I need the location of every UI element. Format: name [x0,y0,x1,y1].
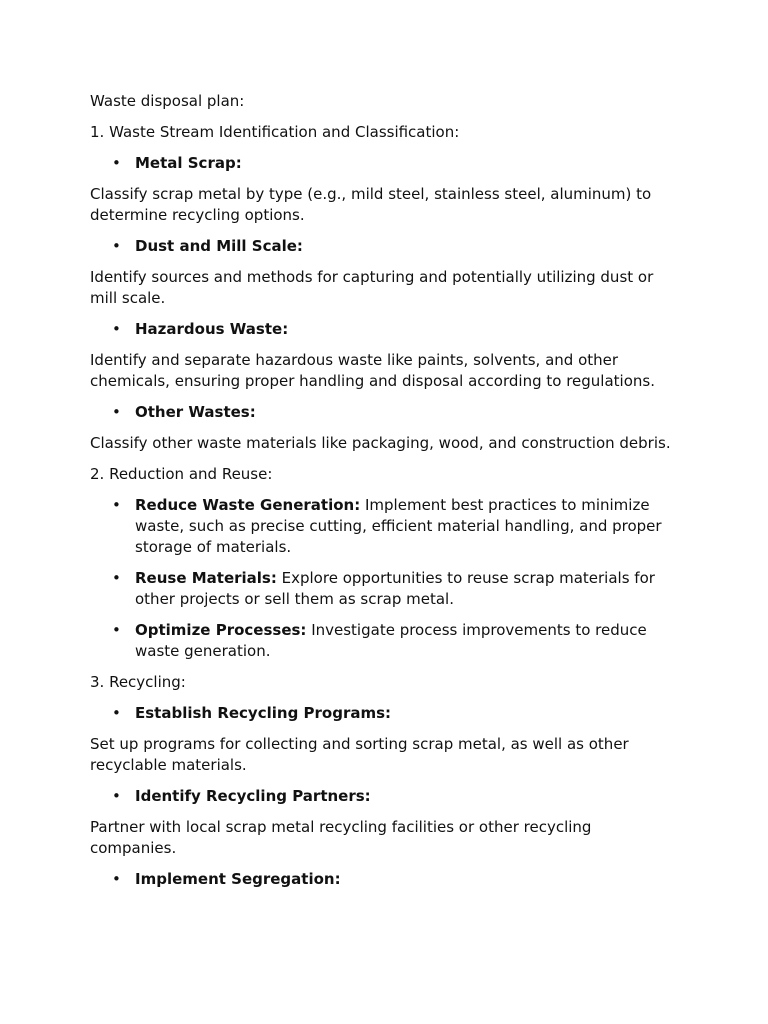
bullet-list [90,786,680,807]
section-heading-1: 1. Waste Stream Identification and Classification: [90,123,460,141]
item-description: Classify scrap metal by type (e.g., mild steel, stainless steel, aluminum) to determine recycling options. [90,185,652,224]
bullet-list [90,236,680,257]
bullet-list [90,402,680,423]
bullet-item [90,703,680,724]
bullet-label: Metal Scrap: [135,154,242,172]
bullet-icon: • [112,621,121,639]
bullet-icon: • [112,320,121,338]
bullet-list [90,703,680,724]
bullet-label: Implement Segregation: [135,870,341,888]
bullet-item [90,495,680,558]
bullet-item [90,786,680,807]
bullet-item [90,568,680,610]
item-description: Classify other waste materials like packaging, wood, and construction debris. [90,434,671,452]
bullet-label: Reuse Materials: [135,569,277,587]
bullet-label: Hazardous Waste: [135,320,289,338]
bullet-item [90,236,680,257]
section-heading-2: 2. Reduction and Reuse: [90,465,273,483]
bullet-icon: • [112,787,121,805]
bullet-icon: • [112,704,121,722]
bullet-label: Optimize Processes: [135,621,307,639]
bullet-item [90,620,680,662]
bullet-label: Dust and Mill Scale: [135,237,303,255]
bullet-label: Reduce Waste Generation: [135,496,361,514]
bullet-label: Other Wastes: [135,403,256,421]
bullet-item [90,869,680,890]
bullet-icon: • [112,870,121,888]
item-description: Set up programs for collecting and sorting scrap metal, as well as other recyclable materials. [90,735,629,774]
bullet-list [90,869,680,890]
bullet-item [90,402,680,423]
item-description: Identify sources and methods for capturing and potentially utilizing dust or mill scale. [90,268,654,307]
bullet-item [90,319,680,340]
item-description: Identify and separate hazardous waste like paints, solvents, and other chemicals, ensuring proper handling and disposal according to regulations. [90,351,655,390]
item-description: Partner with local scrap metal recycling facilities or other recycling companies. [90,818,592,857]
bullet-list [90,495,680,662]
bullet-text: Implement best practices to minimize waste, such as precise cutting, efficient material handling, and proper storage of materials. [135,496,662,556]
document-page [90,91,680,900]
document-intro: Waste disposal plan: [90,92,245,110]
bullet-icon: • [112,237,121,255]
bullet-label: Identify Recycling Partners: [135,787,371,805]
section-heading-3: 3. Recycling: [90,673,186,691]
bullet-text: Investigate process improvements to reduce waste generation. [135,621,647,660]
bullet-label: Establish Recycling Programs: [135,704,392,722]
bullet-item [90,153,680,174]
bullet-list [90,319,680,340]
bullet-icon: • [112,569,121,587]
bullet-list [90,153,680,174]
bullet-text: Explore opportunities to reuse scrap materials for other projects or sell them as scrap metal. [135,569,655,608]
bullet-icon: • [112,496,121,514]
bullet-icon: • [112,154,121,172]
bullet-icon: • [112,403,121,421]
